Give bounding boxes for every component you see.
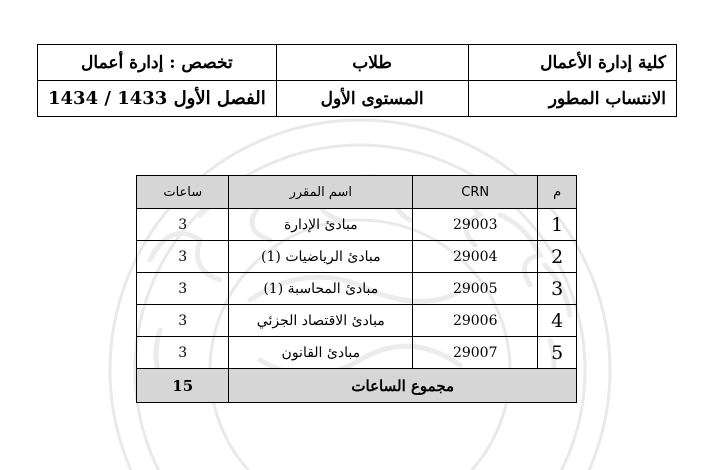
row-hours: 3 [137,209,229,241]
total-hours: 15 [137,369,229,403]
row-crn: 29005 [413,273,538,305]
table-row [137,209,577,241]
table-header-row [137,176,577,209]
row-course-name: مبادئ المحاسبة (1) [229,273,413,305]
column-header-name: اسم المقرر [229,176,413,209]
header-row [38,81,677,117]
table-row [137,305,577,337]
header-row [38,45,677,81]
column-header-hours: ساعات [137,176,229,209]
row-course-name: مبادئ الإدارة [229,209,413,241]
program-name: الانتساب المطور [468,81,677,117]
level-label: المستوى الأول [276,81,468,117]
college-name: كلية إدارة الأعمال [468,45,677,81]
total-label: مجموع الساعات [229,369,577,403]
row-num: 2 [538,241,577,273]
major-label: تخصص : إدارة أعمال [38,45,277,81]
row-crn: 29006 [413,305,538,337]
table-row [137,241,577,273]
row-hours: 3 [137,273,229,305]
row-course-name: مبادئ القانون [229,337,413,369]
courses-table [136,175,577,403]
row-num: 3 [538,273,577,305]
table-row [137,337,577,369]
row-crn: 29003 [413,209,538,241]
row-num: 5 [538,337,577,369]
row-num: 1 [538,209,577,241]
row-hours: 3 [137,337,229,369]
row-crn: 29007 [413,337,538,369]
row-num: 4 [538,305,577,337]
row-crn: 29004 [413,241,538,273]
column-header-num: م [538,176,577,209]
row-course-name: مبادئ الرياضيات (1) [229,241,413,273]
table-row [137,273,577,305]
students-label: طلاب [276,45,468,81]
header-info-table [37,44,677,117]
column-header-crn: CRN [413,176,538,209]
row-hours: 3 [137,305,229,337]
total-row [137,369,577,403]
row-hours: 3 [137,241,229,273]
row-course-name: مبادئ الاقتصاد الجزئي [229,305,413,337]
semester-label: الفصل الأول 1433 / 1434 [38,81,277,117]
